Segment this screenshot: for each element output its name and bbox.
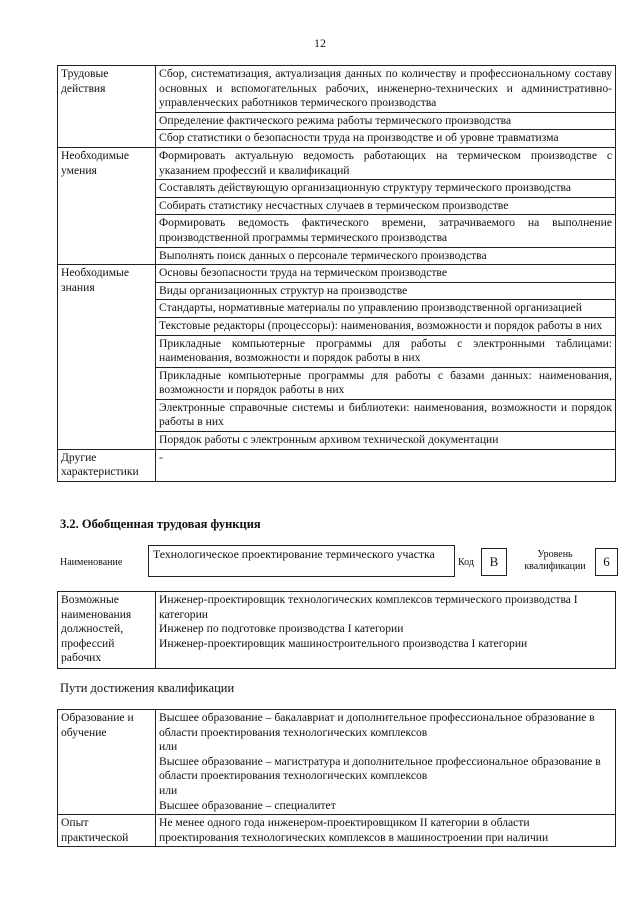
function-bar xyxy=(57,545,616,581)
row-label: Опыт практической xyxy=(58,815,156,847)
content-line: или xyxy=(159,740,178,754)
row-item: Сбор, систематизация, актуализация данных по количеству и профессиональному составу основных и вспомогательных рабочих, инженерно-технических и административно-управленческих работников термического производства xyxy=(156,66,616,113)
qualification-paths-table xyxy=(57,709,616,847)
row-item: Собирать статистику несчастных случаев в термическом производстве xyxy=(156,197,616,215)
content-line: или xyxy=(159,783,178,797)
content-line: Не менее одного года инженером-проектировщиком II категории в области проектирования технологических комплексов в машиностроении при наличии xyxy=(159,816,549,844)
positions-label: Возможные наименования должностей, профессий рабочих xyxy=(58,592,156,669)
row-item: Сбор статистики о безопасности труда на производстве и об уровне травматизма xyxy=(156,130,616,148)
row-content xyxy=(156,815,616,847)
row-label: Необходимые знания xyxy=(58,265,156,450)
row-item: Составлять действующую организационную структуру термического производства xyxy=(156,180,616,198)
table-row xyxy=(58,449,616,481)
table-row xyxy=(58,710,616,815)
content-line: Высшее образование – специалитет xyxy=(159,798,336,812)
row-item: - xyxy=(156,449,616,481)
row-item: Формировать актуальную ведомость работающих на термическом производстве с указанием профессий и квалификаций xyxy=(156,147,616,179)
row-item: Виды организационных структур на производстве xyxy=(156,282,616,300)
row-item: Электронные справочные системы и библиотеки: наименования, возможности и порядок работы в них xyxy=(156,399,616,431)
table-row xyxy=(58,147,616,179)
position-line: Инженер по подготовке производства I категории xyxy=(159,622,404,636)
page-number: 12 xyxy=(314,36,326,50)
row-item: Выполнять поиск данных о персонале термического производства xyxy=(156,247,616,265)
row-label: Трудовые действия xyxy=(58,66,156,148)
row-item: Прикладные компьютерные программы для работы с электронными таблицами: наименования, возможности и порядок работы в них xyxy=(156,335,616,367)
row-label: Образование и обучение xyxy=(58,710,156,815)
row-item: Текстовые редакторы (процессоры): наименования, возможности и порядок работы в них xyxy=(156,317,616,335)
positions-list xyxy=(156,592,616,669)
row-content xyxy=(156,710,616,815)
labor-functions-table xyxy=(57,65,616,482)
row-label: Другие характеристики xyxy=(58,449,156,481)
row-item: Прикладные компьютерные программы для работы с базами данных: наименования, возможности и порядок работы в них xyxy=(156,367,616,399)
position-line: Инженер-проектировщик машиностроительного производства I категории xyxy=(159,636,528,650)
row-item: Формировать ведомость фактического времени, затрачиваемого на выполнение производственной программы термического производства xyxy=(156,215,616,247)
paths-heading: Пути достижения квалификации xyxy=(60,681,235,695)
row-label: Необходимые умения xyxy=(58,147,156,264)
row-item: Порядок работы с электронным архивом технической документации xyxy=(156,432,616,450)
position-line: Инженер-проектировщик технологических комплексов термического производства I категории xyxy=(159,593,578,621)
positions-table xyxy=(57,591,616,669)
content-line: Высшее образование – бакалавриат и дополнительное профессиональное образование в области проектирования технологических комплексов xyxy=(159,711,595,739)
table-row xyxy=(58,66,616,113)
code-label: Код xyxy=(458,557,474,568)
row-item: Определение фактического режима работы термического производства xyxy=(156,112,616,130)
row-item: Основы безопасности труда на термическом производстве xyxy=(156,265,616,283)
code-box: B xyxy=(481,548,507,576)
table-row xyxy=(58,815,616,847)
name-label: Наименование xyxy=(60,557,123,568)
row-item: Стандарты, нормативные материалы по управлению производственной организацией xyxy=(156,300,616,318)
content-line: Высшее образование – магистратура и дополнительное профессиональное образование в области проектирования технологических комплексов xyxy=(159,754,601,783)
function-name-box: Технологическое проектирование термического участка xyxy=(148,545,455,577)
section-heading: 3.2. Обобщенная трудовая функция xyxy=(60,517,261,531)
table-row xyxy=(58,265,616,283)
level-box: 6 xyxy=(595,548,618,576)
level-label: Уровень квалификации xyxy=(524,549,586,572)
